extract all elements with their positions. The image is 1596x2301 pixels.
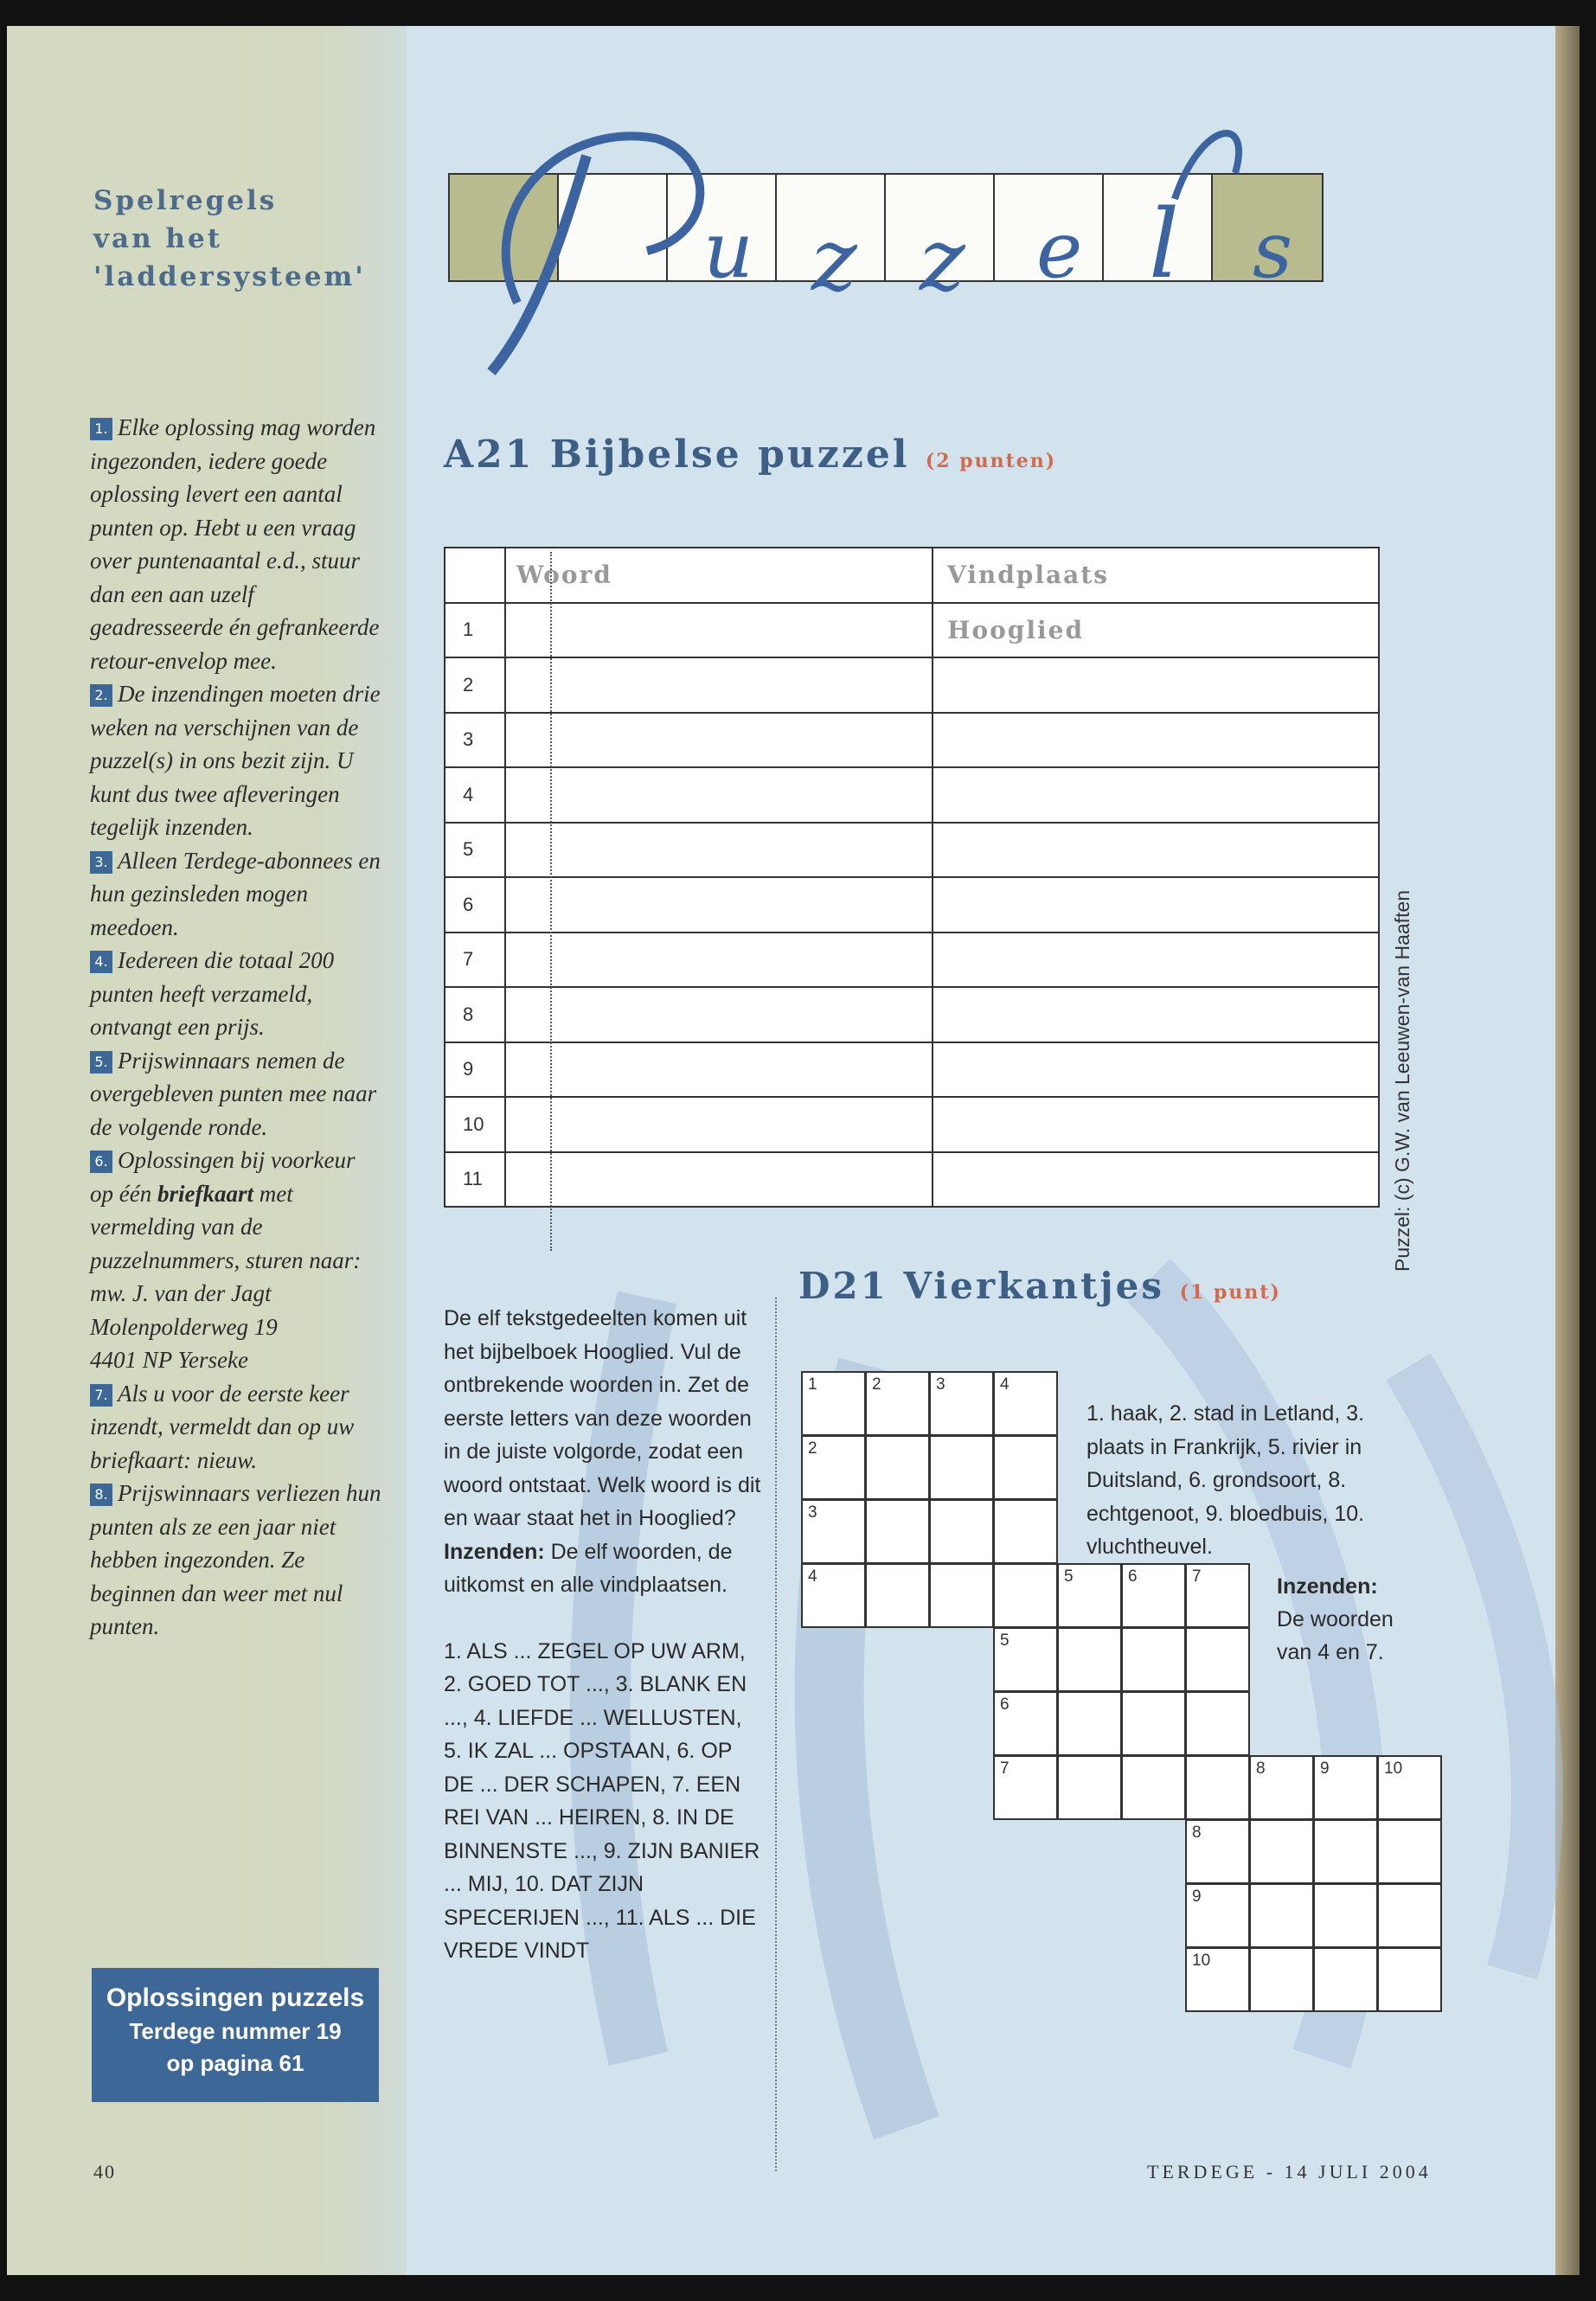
solutions-box-line: op pagina 61 [166,2050,304,2076]
rule-5 [90,1044,384,1144]
rule-text-bold: briefkaart [157,1180,253,1207]
answer-place-cell[interactable] [933,1152,1379,1208]
crossword-cell[interactable] [1377,1947,1442,2012]
rules-heading-line: 'laddersysteem' [93,261,366,292]
table-row [445,657,1379,713]
crossword-cell[interactable] [993,1563,1058,1628]
answer-word-cell[interactable] [505,1042,933,1098]
rules-heading-line: van het [93,223,223,254]
answer-word-cell[interactable] [505,713,933,768]
crossword-cell[interactable]: 4 [993,1371,1058,1436]
d21-send [1277,1570,1433,1669]
rule-2 [90,677,384,844]
section-points: (1 punt) [1179,1281,1281,1304]
rule-text: met vermelding van de puzzelnummers, sturen naar: [90,1180,362,1273]
crossword-cell[interactable] [1057,1755,1122,1820]
crossword-cell[interactable] [1313,1819,1378,1884]
rule-text: Oplossingen bij voorkeur op één [90,1147,356,1207]
puzzels-logo [457,104,1322,381]
rule-number: 7. [90,1384,112,1407]
a21-heading [444,433,1056,477]
d21-heading [798,1265,1281,1307]
crossword-cell[interactable]: 7 [1185,1563,1250,1628]
footer-issue-date: TERDEGE - 14 JULI 2004 [1147,2161,1432,2182]
table-row [445,767,1379,823]
table-row [445,933,1379,988]
crossword-cell[interactable]: 5 [1057,1563,1122,1628]
answer-word-cell[interactable] [505,657,933,713]
crossword-cell[interactable]: 2 [801,1435,866,1500]
row-number: 3 [445,713,505,768]
crossword-cell[interactable] [1377,1883,1442,1948]
logo-letter: l [1149,189,1180,299]
table-cell [445,548,505,603]
answer-word-cell[interactable] [505,823,933,878]
crossword-cell[interactable]: 5 [993,1627,1058,1692]
a21-description [444,1302,764,2001]
answer-place-cell[interactable] [933,713,1379,768]
crossword-cell[interactable] [1121,1691,1186,1756]
answer-place-cell[interactable] [933,1097,1379,1152]
rule-number: 6. [90,1150,112,1173]
answer-place-cell[interactable] [933,987,1379,1042]
logo-letter: z [811,209,857,311]
crossword-cell[interactable] [929,1563,994,1628]
crossword-cell[interactable] [1185,1755,1250,1820]
a21-instructions: De elf tekstgedeelten komen uit het bijbelboek Hooglied. Vul de ontbrekende woorden in. Zet de eerste letters van deze woorden in de juiste volgorde, zodat een woord ontstaat. Welk woord is dit en waar staat het in Hooglied? [444,1306,761,1530]
table-header-row [445,548,1379,603]
rule-1 [90,411,384,677]
crossword-cell[interactable]: 9 [1185,1883,1250,1948]
table-row [445,1042,1379,1098]
crossword-cell[interactable] [1057,1691,1122,1756]
solutions-box [92,1968,379,2102]
a21-send-label: Inzenden: [444,1539,545,1564]
crossword-cell[interactable] [1185,1691,1250,1756]
row-number: 5 [445,823,505,878]
address-line: Molenpolderweg 19 [90,1313,278,1340]
row-number: 2 [445,657,505,713]
rule-text: Prijswinnaars verliezen hun punten als ze een jaar niet hebben ingezonden. Ze beginnen dan weer met nul punten. [90,1480,381,1639]
answer-place-cell[interactable] [933,823,1379,878]
table-row [445,987,1379,1042]
crossword-cell[interactable] [1249,1947,1314,2012]
d21-send-label: Inzenden: [1277,1574,1378,1599]
row-number: 6 [445,877,505,933]
crossword-cell[interactable] [1313,1883,1378,1948]
row-number: 11 [445,1152,505,1208]
crossword-cell[interactable]: 1 [801,1371,866,1436]
a21-send-text: De elf woorden, de uitkomst en alle vindplaatsen. [444,1539,733,1597]
section-code: D21 [798,1265,888,1307]
table-row [445,713,1379,768]
rule-number: 8. [90,1484,112,1506]
answer-word-cell[interactable] [505,1097,933,1152]
answer-place-cell[interactable]: Hooglied [933,603,1379,658]
answer-word-cell[interactable] [505,933,933,988]
crossword-cell[interactable] [1121,1627,1186,1692]
crossword-cell[interactable]: 10 [1185,1947,1250,2012]
address-line: 4401 NP Yerseke [90,1347,249,1373]
section-code: A21 [444,433,535,477]
puzzle-credit: Puzzel: (c) G.W. van Leeuwen-van Haaften [1391,889,1413,1272]
logo-letter: z [920,209,965,311]
address-line: mw. J. van der Jagt [90,1280,272,1306]
crossword-cell[interactable]: 3 [929,1371,994,1436]
crossword-cell[interactable] [929,1435,994,1500]
rule-number: 3. [90,851,112,874]
answer-word-cell[interactable] [505,767,933,823]
rules-heading [93,182,366,296]
crossword-cell[interactable] [1185,1627,1250,1692]
answer-place-cell[interactable] [933,933,1379,988]
column-header-word: Woord [505,548,933,603]
section-title: Bijbelse puzzel [549,433,910,477]
column-divider [775,1298,777,2171]
table-row [445,1097,1379,1152]
page-number: 40 [93,2161,116,2182]
a21-clues: 1. ALS ... ZEGEL OP UW ARM, 2. GOED TOT ..., 3. BLANK EN ..., 4. LIEFDE ... WELLUSTEN, 5. IK ZAL ... OPSTAAN, 6. OP DE ... DER SCHAPEN, 7. EEN REI VAN ... HEIREN, 8. IN DE BINNENSTE ..., 9. ZIJN BANIER ... MIJ, 10. DAT ZIJN SPECERIJEN ..., 11. ALS ... DIE VREDE VINDT [444,1638,760,1963]
rule-3 [90,844,384,945]
crossword-cell[interactable] [1249,1819,1314,1884]
answer-word-cell[interactable] [505,603,933,658]
rule-4 [90,944,384,1044]
crossword-cell[interactable] [1249,1883,1314,1948]
solutions-box-line: Terdege nummer 19 [129,2018,342,2044]
answer-place-cell[interactable] [933,767,1379,823]
rule-text: De inzendingen moeten drie weken na verschijnen van de puzzel(s) in ons bezit zijn. U kunt dus twee afleveringen tegelijk inzenden. [90,681,381,840]
section-title: Vierkantjes [903,1265,1164,1307]
crossword-cell[interactable] [865,1499,930,1564]
crossword-cell[interactable]: 10 [1377,1755,1442,1820]
row-number: 4 [445,767,505,823]
column-header-place: Vindplaats [933,548,1379,603]
first-letter-divider [550,552,552,1251]
logo-letter: u [703,205,753,296]
d21-send-text: De woorden van 4 en 7. [1277,1607,1394,1664]
crossword-cell[interactable]: 3 [801,1499,866,1564]
a21-answer-table [444,547,1380,1208]
rule-6 [90,1144,384,1377]
rule-8 [90,1477,384,1644]
rule-number: 5. [90,1051,112,1074]
rule-text: Als u voor de eerste keer inzendt, vermeldt dan op uw briefkaart: nieuw. [90,1380,355,1473]
rule-number: 1. [90,418,112,440]
logo-letter: e [1036,205,1083,296]
answer-word-cell[interactable] [505,877,933,933]
row-number: 9 [445,1042,505,1098]
rule-text: Alleen Terdege-abonnees en hun gezinsleden mogen meedoen. [90,847,381,940]
crossword-cell[interactable] [1057,1627,1122,1692]
crossword-cell[interactable]: 8 [1249,1755,1314,1820]
row-number: 1 [445,603,505,658]
crossword-cell[interactable] [929,1499,994,1564]
rule-number: 2. [90,684,112,707]
crossword-cell[interactable] [1313,1947,1378,2012]
crossword-cell[interactable] [865,1435,930,1500]
rule-text: Prijswinnaars nemen de overgebleven punten mee naar de volgende ronde. [90,1047,377,1140]
row-number: 8 [445,987,505,1042]
answer-word-cell[interactable] [505,1152,933,1208]
table-row [445,603,1379,658]
crossword-cell[interactable]: 6 [993,1691,1058,1756]
table-row [445,877,1379,933]
magazine-page [7,26,1580,2275]
section-points: (2 punten) [925,450,1057,472]
crossword-cell[interactable] [993,1435,1058,1500]
crossword-cell[interactable]: 2 [865,1371,930,1436]
answer-place-cell[interactable] [933,1042,1379,1098]
d21-clues: 1. haak, 2. stad in Letland, 3. plaats in Frankrijk, 5. rivier in Duitsland, 6. grondsoort, 8. echtgenoot, 9. bloedbuis, 10. vluchtheuvel. [1086,1401,1365,1559]
answer-word-cell[interactable] [505,987,933,1042]
crossword-cell[interactable]: 4 [801,1563,866,1628]
answer-place-cell[interactable] [933,877,1379,933]
answer-place-cell[interactable] [933,657,1379,713]
rules-list [90,411,384,1644]
crossword-cell[interactable]: 8 [1185,1819,1250,1884]
rules-heading-line: Spelregels [93,185,278,216]
crossword-cell[interactable] [1121,1755,1186,1820]
row-number: 10 [445,1097,505,1152]
crossword-cell[interactable] [1377,1819,1442,1884]
crossword-cell[interactable] [865,1563,930,1628]
row-number: 7 [445,933,505,988]
rule-7 [90,1377,384,1477]
crossword-cell[interactable] [993,1499,1058,1564]
rule-number: 4. [90,951,112,973]
crossword-cell[interactable]: 6 [1121,1563,1186,1628]
rule-text: Iedereen die totaal 200 punten heeft verzameld, ontvangt een prijs. [90,947,335,1040]
solutions-box-line: Oplossingen puzzels [106,1984,365,2012]
table-row [445,823,1379,878]
logo-letter: s [1253,205,1293,296]
crossword-cell[interactable]: 9 [1313,1755,1378,1820]
crossword-cell[interactable]: 7 [993,1755,1058,1820]
rule-text: Elke oplossing mag worden ingezonden, iedere goede oplossing levert een aantal punten op. Hebt u een vraag over puntenaantal e.d., stuur dan een aan uzelf geadresseerde én gefrankeerde retour-envelop mee. [90,414,380,674]
table-row [445,1152,1379,1208]
